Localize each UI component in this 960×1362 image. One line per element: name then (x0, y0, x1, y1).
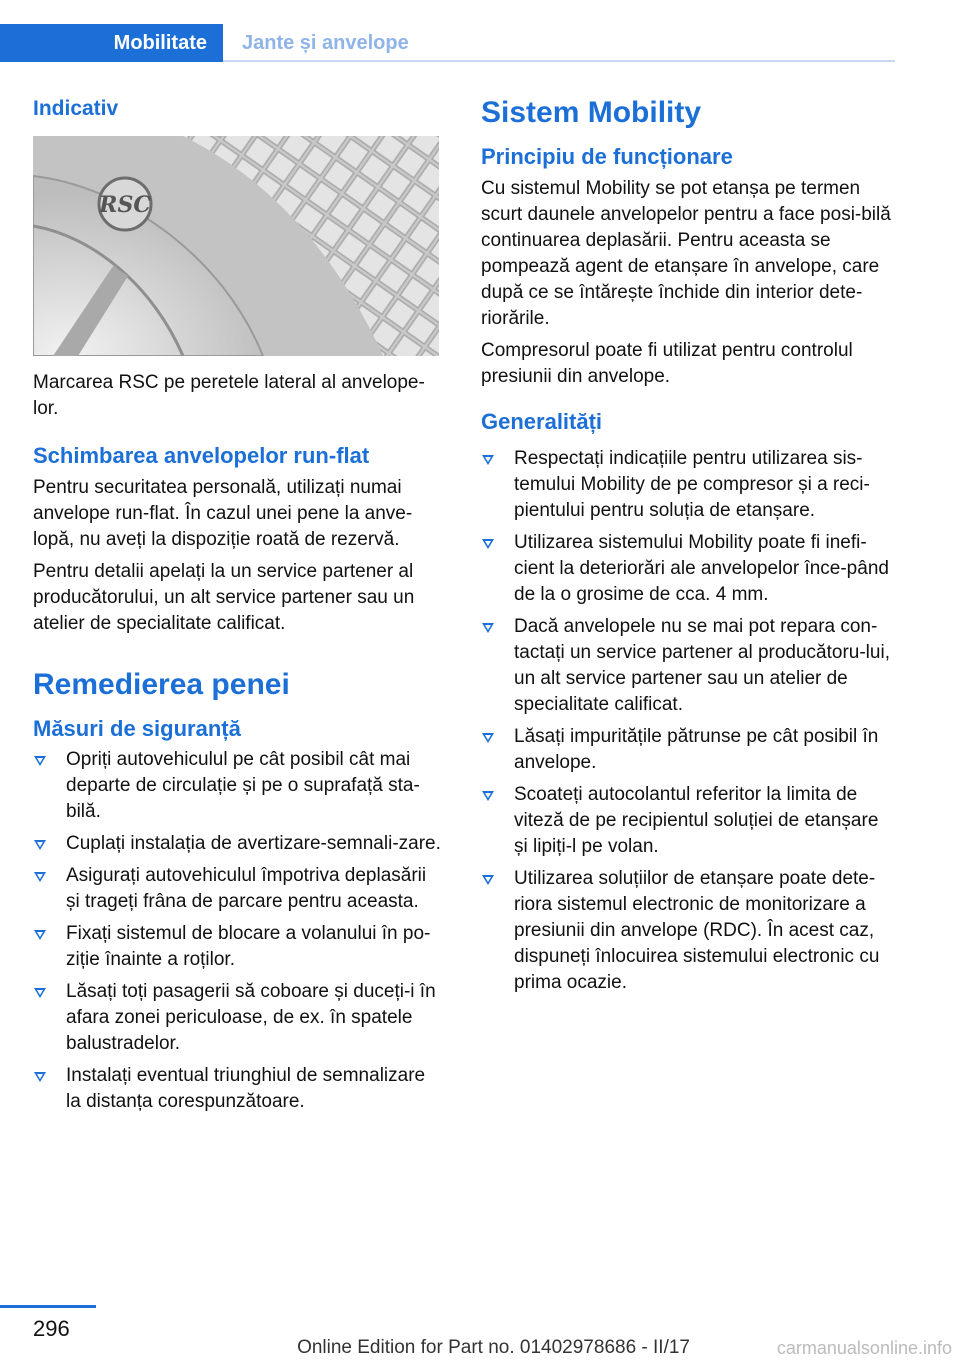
list-item: Utilizarea sistemului Mobility poate fi inefi-cient la deteriorări ale anvelopelor înce-pând de la o grosime de cca. 4 mm. (481, 530, 893, 608)
subsection-tab[interactable]: Jante și anvelope (242, 31, 409, 54)
triangle-bullet-icon (482, 455, 494, 465)
list-item: Lăsați impuritățile pătrunse pe cât posibil în anvelope. (481, 724, 893, 776)
triangle-bullet-icon (482, 539, 494, 549)
triangle-bullet-icon (34, 872, 46, 882)
triangle-bullet-icon (34, 1072, 46, 1082)
header-divider (223, 60, 895, 62)
triangle-bullet-icon (34, 988, 46, 998)
list-item: Opriți autovehiculul pe cât posibil cât mai departe de circulație și pe o suprafață sta-bilă. (33, 747, 445, 825)
principle-paragraph-2: Compresorul poate fi utilizat pentru controlul presiunii din anvelope. (481, 339, 853, 387)
runflat-paragraph-1: Pentru securitatea personală, utilizați numai anvelope run-flat. În cazul unei pene la anve-lopă, nu aveți la dispoziție roată de rezervă. (33, 476, 413, 550)
list-item: Fixați sistemul de blocare a volanului în po-ziție înainte a roților. (33, 921, 445, 973)
list-item: Asigurați autovehiculul împotriva deplasării și trageți frâna de parcare pentru aceasta. (33, 863, 445, 915)
rsc-logo: RSC (99, 192, 151, 219)
triangle-bullet-icon (34, 930, 46, 940)
list-item: Lăsați toți pasagerii să coboare și duceți-i în afara zonei periculoase, de ex. în spatele balustradelor. (33, 979, 445, 1057)
right-column (481, 95, 893, 1002)
runflat-paragraph-2: Pentru detalii apelați la un service partener al producătorului, un alt service partener sau un atelier de specialitate calificat. (33, 560, 415, 634)
indicator-heading: Indicativ (33, 97, 119, 120)
page-header (0, 24, 895, 62)
triangle-bullet-icon (482, 791, 494, 801)
triangle-bullet-icon (482, 623, 494, 633)
safety-list (33, 747, 445, 1115)
section-tab[interactable]: Mobilitate (0, 24, 223, 62)
general-heading: Generalități (481, 408, 603, 434)
list-item: Instalați eventual triunghiul de semnalizare la distanța corespunzătoare. (33, 1063, 445, 1115)
repair-heading: Remedierea penei (33, 667, 290, 701)
edition-line: Online Edition for Part no. 01402978686 - II/17 (297, 1337, 690, 1358)
safety-heading: Măsuri de siguranță (33, 715, 241, 741)
page-number: 296 (33, 1316, 70, 1341)
footer-divider (0, 1305, 96, 1308)
list-item: Dacă anvelopele nu se mai pot repara con-tactați un service partener al producătoru-lui, un alt service partener sau un atelier de specialitate calificat. (481, 614, 893, 718)
triangle-bullet-icon (482, 875, 494, 885)
image-caption: Marcarea RSC pe peretele lateral al anvelope-lor. (33, 372, 425, 420)
principle-heading: Principiu de funcționare (481, 144, 733, 169)
mobility-heading: Sistem Mobility (481, 96, 702, 129)
principle-paragraph-1: Cu sistemul Mobility se pot etanșa pe termen scurt daunele anvelopelor pentru a face posi-bilă continuarea deplasării. Pentru aceasta se pompează agent de etanșare în anvelope, care după ce se întărește închide din interior dete-riorările. (481, 177, 891, 329)
list-item: Scoateți autocolantul referitor la limita de viteză de pe recipientul soluției de etanșare și lipiți-l pe volan. (481, 782, 893, 860)
triangle-bullet-icon (34, 840, 46, 850)
watermark: carmanualsonline.info (776, 1338, 952, 1358)
general-list (481, 446, 893, 996)
triangle-bullet-icon (482, 733, 494, 743)
rsc-tire-image (33, 136, 439, 356)
list-item: Cuplați instalația de avertizare-semnali-zare. (33, 831, 445, 857)
runflat-heading: Schimbarea anvelopelor run-flat (33, 443, 370, 469)
list-item: Respectați indicațiile pentru utilizarea sis-temului Mobility de pe compresor și a reci-pientului pentru soluția de etanșare. (481, 446, 893, 524)
tire-sidewall-illustration (33, 136, 439, 356)
triangle-bullet-icon (34, 756, 46, 766)
left-column (33, 95, 445, 1121)
list-item: Utilizarea soluțiilor de etanșare poate dete-riora sistemul electronic de monitorizare a presiunii din anvelope (RDC). În acest caz, dispuneți înlocuirea sistemului electronic cu prima ocazie. (481, 866, 893, 996)
